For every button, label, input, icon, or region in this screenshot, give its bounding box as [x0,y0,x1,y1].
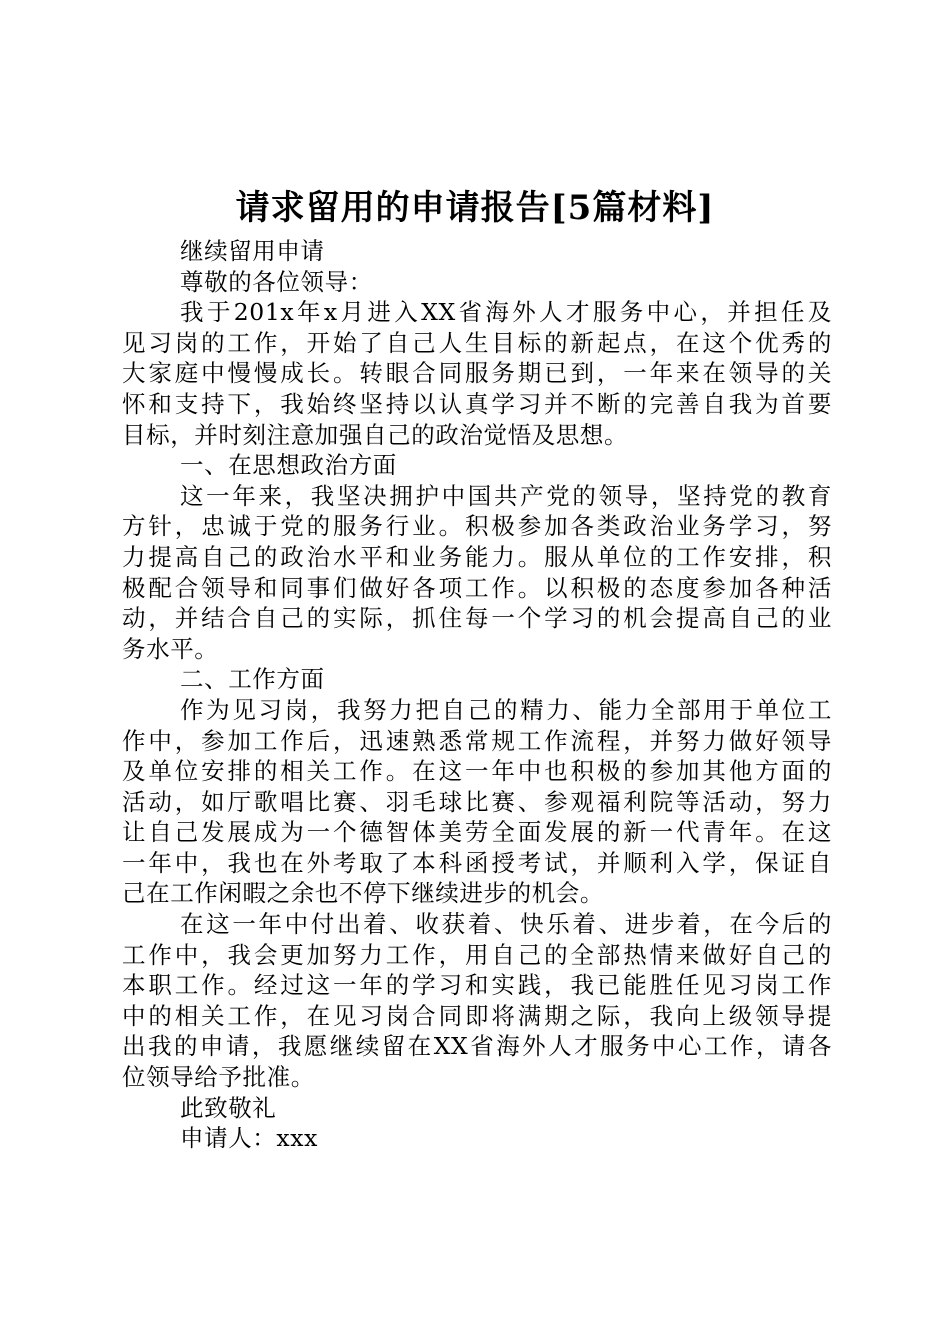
paragraph-line: 怀和支持下，我始终坚持以认真学习并不断的完善自我为首要 [122,389,832,418]
salutation-line: 尊敬的各位领导： [180,267,373,296]
signature-line: 申请人：xxx [180,1124,318,1153]
paragraph-line: 位领导给予批准。 [122,1063,315,1092]
document-body [122,236,832,1154]
paragraph-line: 见习岗的工作，开始了自己人生目标的新起点，在这个优秀的 [122,328,832,357]
paragraph-line: 极配合领导和同事们做好各项工作。以积极的态度参加各种活 [122,573,832,602]
section-heading: 一、在思想政治方面 [180,451,397,480]
paragraph-line: 本职工作。经过这一年的学习和实践，我已能胜任见习岗工作 [122,971,832,1000]
paragraph-line: 作中，参加工作后，迅速熟悉常规工作流程，并努力做好领导 [122,726,832,755]
paragraph-line: 动，并结合自己的实际，抓住每一个学习的机会提高自己的业 [122,604,832,633]
paragraph-line: 作为见习岗，我努力把自己的精力、能力全部用于单位工 [180,695,832,724]
closing-line: 此致敬礼 [180,1093,277,1122]
paragraph-line: 务水平。 [122,634,219,663]
subtitle-line: 继续留用申请 [180,237,325,265]
section-heading: 二、工作方面 [180,665,325,694]
paragraph-line: 活动，如厅歌唱比赛、羽毛球比赛、参观福利院等活动，努力 [122,787,832,816]
paragraph-line: 己在工作闲暇之余也不停下继续进步的机会。 [122,879,604,908]
paragraph-line: 在这一年中付出着、收获着、快乐着、进步着，在今后的 [180,910,832,939]
paragraph-line: 大家庭中慢慢成长。转眼合同服务期已到，一年来在领导的关 [122,359,832,388]
paragraph-line: 中的相关工作，在见习岗合同即将满期之际，我向上级领导提 [122,1001,832,1030]
paragraph-line: 让自己发展成为一个德智体美劳全面发展的新一代青年。在这 [122,818,832,847]
paragraph-line: 一年中，我也在外考取了本科函授考试，并顺利入学，保证自 [122,848,832,877]
paragraph-line: 及单位安排的相关工作。在这一年中也积极的参加其他方面的 [122,757,832,786]
document-title: 请求留用的申请报告[5篇材料] [235,188,715,228]
paragraph-line: 出我的申请，我愿继续留在XX省海外人才服务中心工作，请各 [122,1032,832,1061]
paragraph-line: 我于201x年x月进入XX省海外人才服务中心，并担任及 [180,298,832,327]
paragraph-line: 方针，忠诚于党的服务行业。积极参加各类政治业务学习，努 [122,512,832,541]
paragraph-line: 目标，并时刻注意加强自己的政治觉悟及思想。 [122,420,629,449]
paragraph-line: 这一年来，我坚决拥护中国共产党的领导，坚持党的教育 [180,481,832,510]
paragraph-line: 力提高自己的政治水平和业务能力。服从单位的工作安排，积 [122,542,832,571]
paragraph-line: 工作中，我会更加努力工作，用自己的全部热情来做好自己的 [122,940,832,969]
